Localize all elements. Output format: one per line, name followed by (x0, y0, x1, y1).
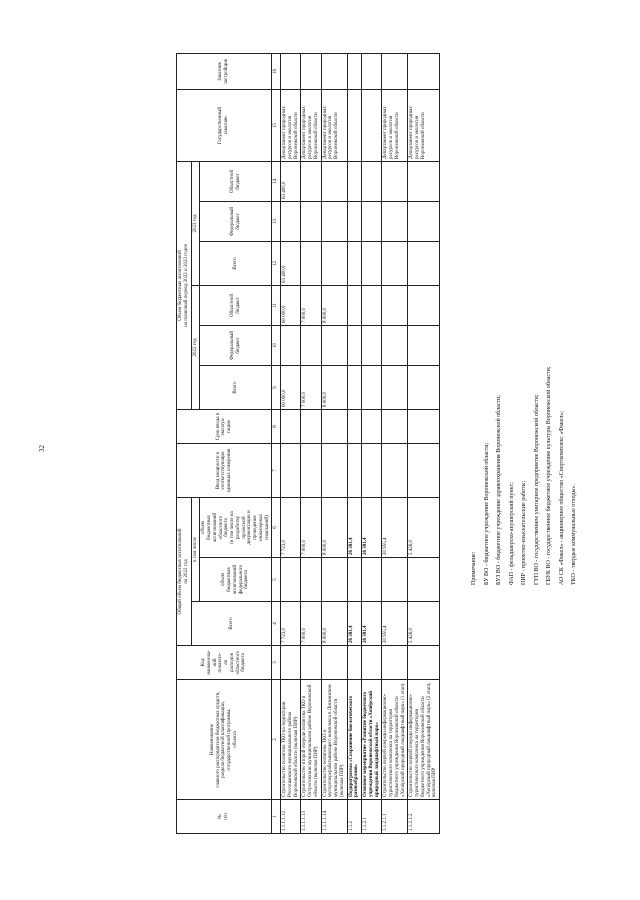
header-2022-total: Всего (200, 365, 272, 409)
header-code: Код наименова- ний показате- ля расходов областного бюджета (177, 646, 272, 680)
cell-name: Основное мероприятие «Развитие бюджетного учреждения Воронежской области «Хопёрский природный ландшафтный парк» (362, 680, 382, 800)
cell-developer (347, 53, 362, 89)
cell-p23-fed (362, 201, 382, 241)
cell-deadline (321, 409, 347, 443)
cell-p22-fed (301, 325, 321, 365)
cell-fed (347, 558, 362, 602)
cell-developer (382, 53, 408, 89)
cell-customer: Департамент природных ресурсов и экологии Воронежской области (281, 89, 301, 161)
cell-fed (281, 558, 301, 602)
note-line: АО СК «Факел» - акционерное общество «Спорткомплекс «Факел»; (558, 411, 565, 585)
col-number: 10 (272, 325, 281, 365)
table-row (347, 53, 362, 833)
header-plan-group: Объем бюджетных ассигнований на плановый период 2022 и 2023 годов (177, 161, 192, 409)
cell-deadline (408, 409, 440, 443)
header-2023-obl: Областной бюджет (200, 161, 272, 201)
cell-deadline (362, 409, 382, 443)
cell-name: Строительство первой очереди информационно-туристического комплекса на территории бюджетного учреждения Воронежской области «Хопёрский природный ландшафтный парк» (1 этап) (382, 680, 408, 800)
cell-cap (408, 443, 440, 497)
col-number: 5 (272, 558, 281, 602)
cell-p22-total: 8 000,0 (321, 365, 347, 409)
table-row (362, 53, 382, 833)
cell-total: 26 381,4 (347, 602, 362, 646)
cell-num: 1.1.1.1.12 (281, 800, 301, 834)
cell-reg: 26 381,4 (347, 497, 362, 557)
note-line: БУЗ ВО - бюджетное учреждение здравоохранения Воронежской области; (496, 395, 502, 585)
cell-p22-fed (382, 325, 408, 365)
cell-p22-obl (362, 285, 382, 325)
note-line: ГБУК ВО - государственное бюджетное учреждение культуры Воронежской области; (546, 366, 552, 585)
cell-code (362, 646, 382, 680)
col-number: 13 (272, 201, 281, 241)
col-number: 11 (272, 285, 281, 325)
cell-total: 7 000,0 (301, 602, 321, 646)
cell-p22-obl (347, 285, 362, 325)
cell-customer (347, 89, 362, 161)
cell-p22-obl: 60 000,0 (281, 285, 301, 325)
col-number: 2 (272, 680, 281, 800)
note-line: ГУП ВО - государственное унитарное предприятие Воронежской области; (533, 394, 540, 585)
cell-reg: 26 381,4 (362, 497, 382, 557)
cell-code (382, 646, 408, 680)
cell-name: Строительство первой очереди информационно-туристического комплекса на территории бюджетного учреждения Воронежской области «Хопёрский природный ландшафтный парк» (2 этап), включая ПИР (408, 680, 440, 800)
cell-deadline (382, 409, 408, 443)
cell-customer: Департамент природных ресурсов и экологии Воронежской области (301, 89, 321, 161)
col-number: 3 (272, 646, 281, 680)
cell-num: 1.1.2 (347, 800, 362, 834)
col-number: 8 (272, 409, 281, 443)
cell-p23-obl (321, 161, 347, 201)
cell-p22-total: 7 000,0 (301, 365, 321, 409)
cell-reg: 7 723,0 (281, 497, 301, 557)
cell-code (301, 646, 321, 680)
header-capacity: Ввод мощности в соответствующих единицах измерения (177, 443, 272, 497)
cell-p23-obl: 63 400,0 (281, 161, 301, 201)
col-number: 15 (272, 89, 281, 161)
column-number-row (272, 53, 281, 833)
cell-p23-total (362, 241, 382, 285)
cell-customer (362, 89, 382, 161)
cell-p23-obl (408, 161, 440, 201)
header-2022-fed: Федеральный бюджет (200, 325, 272, 365)
cell-developer (362, 53, 382, 89)
table-row (301, 53, 321, 833)
cell-customer: Департамент природных ресурсов и экологии Воронежской области (408, 89, 440, 161)
table-row (382, 53, 408, 833)
note-line: ПИР - проектно-изыскательские работы; (521, 480, 527, 585)
cell-code (408, 646, 440, 680)
cell-p23-total (321, 241, 347, 285)
cell-p23-obl (301, 161, 321, 201)
notes-title: Примечание: (471, 551, 477, 585)
cell-p22-total (347, 365, 362, 409)
header-fed: объем бюджетных ассигнований федерального бюджета (200, 558, 272, 602)
cell-developer (281, 53, 301, 89)
cell-num: 1.1.2.1.2 (408, 800, 440, 834)
cell-cap (301, 443, 321, 497)
rotated-table-page (176, 54, 466, 834)
cell-reg: 20 955,4 (382, 497, 408, 557)
note-line: ТКО - твердые коммунальные отходы». (571, 484, 577, 585)
header-developer: Заказчик застройщик (177, 53, 272, 89)
cell-p23-total (408, 241, 440, 285)
header-deadline: Срок ввода в эксплуа- тацию (177, 409, 272, 443)
table-row (321, 53, 347, 833)
cell-customer: Департамент природных ресурсов и экологии Воронежской области (321, 89, 347, 161)
header-num: № п/п (177, 800, 272, 834)
cell-p23-total (347, 241, 362, 285)
cell-fed (362, 558, 382, 602)
budget-table (176, 53, 440, 834)
cell-developer (408, 53, 440, 89)
header-2023-total: Всего (200, 241, 272, 285)
cell-p22-total (408, 365, 440, 409)
cell-name: Подпрограмма «Сохранение биологического разнообразия» (347, 680, 362, 800)
cell-fed (382, 558, 408, 602)
header-total: Всего (191, 602, 272, 646)
cell-p22-fed (347, 325, 362, 365)
table-row (408, 53, 440, 833)
cell-reg: 7 000,0 (301, 497, 321, 557)
page-number: 32 (38, 445, 46, 452)
cell-customer: Департамент природных ресурсов и экологии Воронежской области (382, 89, 408, 161)
cell-p22-fed (362, 325, 382, 365)
cell-p22-fed (408, 325, 440, 365)
cell-p23-obl (362, 161, 382, 201)
cell-name: Строительство второй очереди полигона ТКО в Острогожском муниципальном районе Воронежской области (включая ПИР) (301, 680, 321, 800)
col-number: 7 (272, 443, 281, 497)
notes-block (468, 285, 581, 585)
cell-reg: 5 426,0 (408, 497, 440, 557)
cell-p23-fed (281, 201, 301, 241)
col-number: 1 (272, 800, 281, 834)
header-reg: объем бюджетных ассигнований областного бюджета (в том числе на разработку проектной документации и проведение инженерных изысканий) (200, 497, 272, 557)
table-row (281, 53, 301, 833)
cell-p22-fed (321, 325, 347, 365)
cell-p23-fed (347, 201, 362, 241)
table-body (272, 53, 440, 833)
cell-p23-fed (382, 201, 408, 241)
cell-reg: 8 000,0 (321, 497, 347, 557)
cell-total: 20 955,4 (382, 602, 408, 646)
header-name: Наименование главного распорядителя бюджетных средств, раздела бюджетной классификации, государственной программы, объекта (177, 680, 272, 800)
col-number: 4 (272, 602, 281, 646)
cell-deadline (347, 409, 362, 443)
cell-cap (347, 443, 362, 497)
cell-cap (362, 443, 382, 497)
cell-p22-obl (382, 285, 408, 325)
cell-total: 5 426,0 (408, 602, 440, 646)
cell-p23-obl (347, 161, 362, 201)
cell-total: 26 381,4 (362, 602, 382, 646)
header-incl: в том числе (191, 497, 200, 601)
cell-cap (382, 443, 408, 497)
note-line: ФАП - фельдшерско-акушерский пункт; (508, 482, 515, 585)
cell-num: 1.1.2.1 (362, 800, 382, 834)
note-line: БУ ВО - бюджетное учреждение Воронежской области; (483, 442, 490, 585)
cell-code (347, 646, 362, 680)
cell-p23-obl (382, 161, 408, 201)
header-2023: 2023 год (191, 161, 200, 285)
cell-p23-total (301, 241, 321, 285)
header-2023-fed: Федеральный бюджет (200, 201, 272, 241)
cell-p22-obl: 7 000,0 (301, 285, 321, 325)
cell-deadline (301, 409, 321, 443)
header-total-group: Общий объем бюджетных ассигнований на 2022 год (177, 497, 192, 645)
col-number: 9 (272, 365, 281, 409)
cell-fed (408, 558, 440, 602)
cell-deadline (281, 409, 301, 443)
cell-developer (301, 53, 321, 89)
cell-p23-total (382, 241, 408, 285)
col-number: 12 (272, 241, 281, 285)
cell-p22-fed (281, 325, 301, 365)
col-number: 6 (272, 497, 281, 557)
cell-fed (301, 558, 321, 602)
cell-code (281, 646, 301, 680)
cell-p23-fed (301, 201, 321, 241)
cell-p22-total (382, 365, 408, 409)
cell-p23-fed (321, 201, 347, 241)
cell-p22-total: 60 000,0 (281, 365, 301, 409)
header-2022-obl: Областной бюджет (200, 285, 272, 325)
cell-name: Строительство полигона ТКО на территории Россошанского муниципального района Воронежской области (включая ПИР) (281, 680, 301, 800)
cell-total: 8 000,0 (321, 602, 347, 646)
cell-p22-obl: 8 000,0 (321, 285, 347, 325)
header-customer: Государственный заказчик (177, 89, 272, 161)
cell-p22-obl (408, 285, 440, 325)
cell-num: 1.1.1.1.13 (301, 800, 321, 834)
cell-cap (281, 443, 301, 497)
cell-total: 7 723,0 (281, 602, 301, 646)
cell-developer (321, 53, 347, 89)
cell-fed (321, 558, 347, 602)
cell-num: 1.1.2.1.1 (382, 800, 408, 834)
col-number: 16 (272, 53, 281, 89)
cell-num: 1.1.1.1.14 (321, 800, 347, 834)
header-2022: 2022 год (191, 285, 200, 409)
cell-name: Строительство полигона ТКО и мусороперерабатывающего комплекса в Лискинском муниципальном районе Воронежской области (включая ПИР) (321, 680, 347, 800)
cell-p23-total: 63 400,0 (281, 241, 301, 285)
cell-code (321, 646, 347, 680)
col-number: 14 (272, 161, 281, 201)
cell-p22-total (362, 365, 382, 409)
cell-cap (321, 443, 347, 497)
cell-p23-fed (408, 201, 440, 241)
